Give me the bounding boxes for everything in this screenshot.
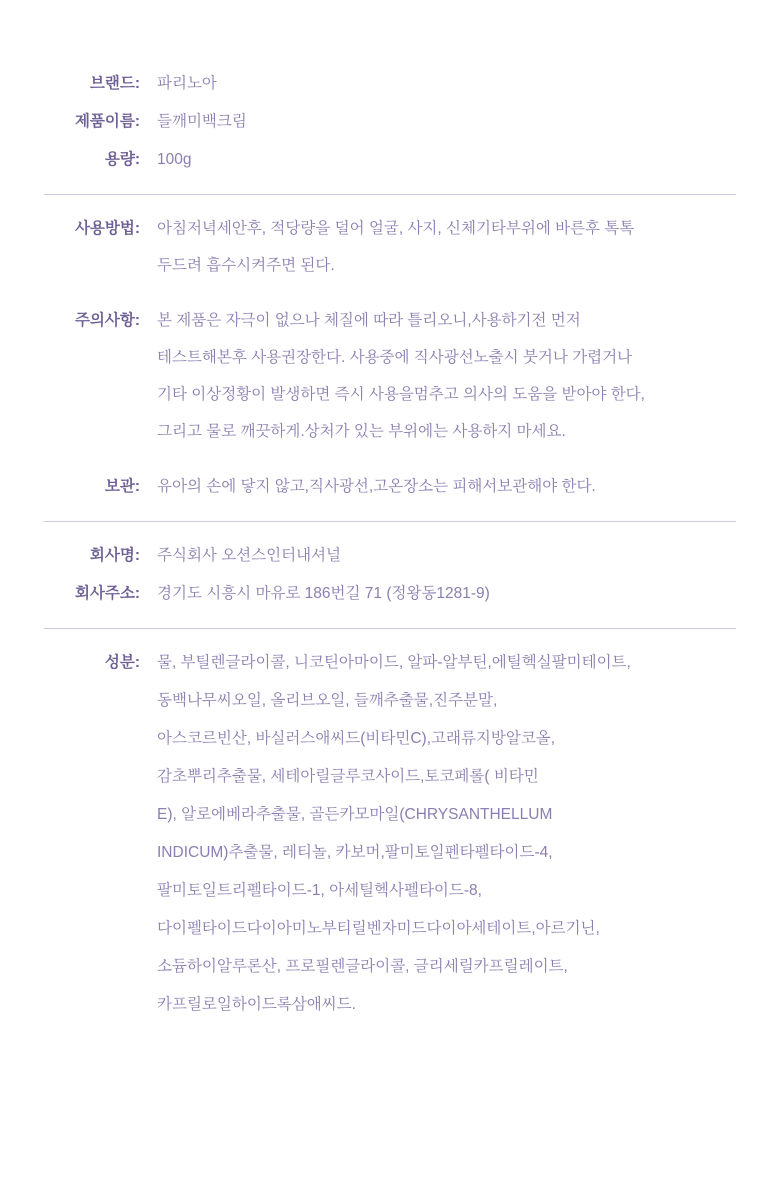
info-row-company-name xyxy=(44,544,736,568)
value-brand xyxy=(140,72,736,96)
label-caution: 주의사항: xyxy=(74,312,140,330)
product-section xyxy=(44,72,736,172)
usage-caution-section xyxy=(44,217,736,499)
value-storage-line-1: 유아의 손에 닿지 않고,직사광선,고온장소는 피해서보관해야 한다. xyxy=(157,478,596,496)
value-usage-line-2: 두드려 흡수시켜주면 된다. xyxy=(157,257,335,275)
value-volume-line: 100g xyxy=(157,151,192,169)
ingredients-section xyxy=(44,651,736,1017)
info-row-caution xyxy=(44,309,736,457)
value-caution-line-2: 테스트해본후 사용권장한다. 사용중에 직사광선노출시 붓거나 가렵거나 xyxy=(157,349,633,367)
label-company-name: 회사명: xyxy=(89,547,140,565)
value-caution xyxy=(140,309,736,457)
value-volume xyxy=(140,148,736,172)
value-company-address-line: 경기도 시흥시 마유로 186번길 71 (정왕동1281-9) xyxy=(157,585,490,603)
label-brand: 브랜드: xyxy=(89,75,140,92)
value-ingredients xyxy=(140,651,736,1017)
value-ingredients-line-3: 아스코르빈산, 바실러스애씨드(비타민C),고래류지방알코올, xyxy=(157,730,556,748)
value-ingredients-line-5: E), 알로에베라추출물, 골든카모마일(CHRYSANTHELLUM xyxy=(157,806,553,824)
label-storage: 보관: xyxy=(104,478,140,496)
value-product-name xyxy=(140,110,736,134)
value-ingredients-line-6: INDICUM)추출물, 레티놀, 카보머,팔미토일펜타펠타이드-4, xyxy=(157,844,553,862)
info-row-company-address xyxy=(44,582,736,606)
value-ingredients-line-10: 카프릴로일하이드록삼애씨드. xyxy=(157,996,356,1014)
divider-3 xyxy=(44,628,736,629)
value-usage xyxy=(140,217,736,291)
info-row-ingredients xyxy=(44,651,736,1017)
value-brand-line: 파리노아 xyxy=(157,75,217,92)
value-ingredients-line-8: 다이펠타이드다이아미노부티릴벤자미드다이아세테이트,아르기닌, xyxy=(157,920,600,938)
label-product-name: 제품이름: xyxy=(74,113,140,131)
label-volume: 용량: xyxy=(104,151,140,169)
value-caution-line-4: 그리고 물로 깨끗하게.상처가 있는 부위에는 사용하지 마세요. xyxy=(157,423,566,441)
value-caution-line-1: 본 제품은 자극이 없으나 체질에 따라 틀리오니,사용하기전 먼저 xyxy=(157,312,581,330)
info-row-product-name xyxy=(44,110,736,134)
label-usage: 사용방법: xyxy=(74,220,140,238)
value-usage-line-1: 아침저녁세안후, 적당량을 덜어 얼굴, 사지, 신체기타부위에 바른후 톡톡 xyxy=(157,220,635,238)
value-ingredients-line-7: 팔미토일트리펠타이드-1, 아세틸헥사펠타이드-8, xyxy=(157,882,482,900)
value-ingredients-line-1: 물, 부틸렌글라이콜, 니코틴아마이드, 알파-알부틴,에틸헥실팔미테이트, xyxy=(157,654,631,672)
company-section xyxy=(44,544,736,606)
value-ingredients-line-9: 소듐하이알루론산, 프로필렌글라이콜, 글리세릴카프릴레이트, xyxy=(157,958,568,976)
info-row-storage xyxy=(44,475,736,499)
divider-1 xyxy=(44,194,736,195)
info-row-brand xyxy=(44,72,736,96)
value-ingredients-line-4: 감초뿌리추출물, 세테아릴글루코사이드,토코페롤( 비타민 xyxy=(157,768,539,786)
info-row-usage xyxy=(44,217,736,291)
value-storage xyxy=(140,475,736,499)
value-caution-line-3: 기타 이상정황이 발생하면 즉시 사용을멈추고 의사의 도움을 받아야 한다, xyxy=(157,386,645,404)
value-ingredients-line-2: 동백나무씨오일, 올리브오일, 들깨추출물,진주분말, xyxy=(157,692,498,710)
value-company-name xyxy=(140,544,736,568)
label-company-address: 회사주소: xyxy=(74,585,140,603)
info-row-volume xyxy=(44,148,736,172)
value-company-name-line: 주식회사 오션스인터내셔널 xyxy=(157,547,341,565)
value-company-address xyxy=(140,582,736,606)
label-ingredients: 성분: xyxy=(104,654,140,672)
divider-2 xyxy=(44,521,736,522)
value-product-name-line: 들깨미백크림 xyxy=(157,113,247,131)
